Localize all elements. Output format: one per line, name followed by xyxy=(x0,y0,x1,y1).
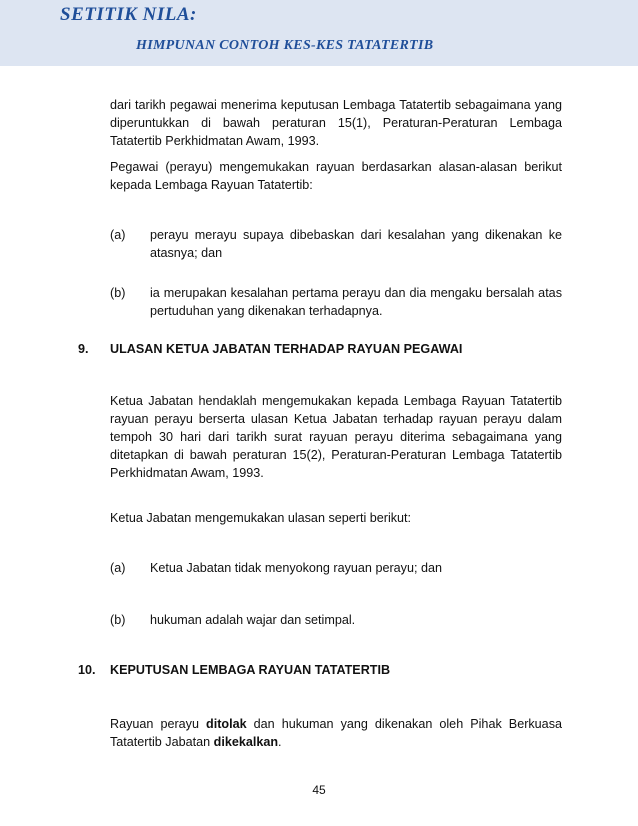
list-item xyxy=(110,559,562,577)
paragraph-3: Ketua Jabatan hendaklah mengemukakan kepada Lembaga Rayuan Tatatertib rayuan perayu berserta ulasan Ketua Jabatan terhadap rayuan perayu dalam tempoh 30 hari dari tarikh surat rayuan perayu diterima sebagaimana yang ditetapkan di bawah peraturan 15(2), Peraturan-Peraturan Lembaga Tatatertib Perkhidmatan Awam, 1993. xyxy=(110,394,562,480)
paragraph-5-bold2: dikekalkan xyxy=(213,735,279,749)
list-item-text: perayu merayu supaya dibebaskan dari kesalahan yang dikenakan ke atasnya; dan xyxy=(150,228,562,260)
list-item-label: (a) xyxy=(110,228,126,242)
paragraph-1: dari tarikh pegawai menerima keputusan Lembaga Tatatertib sebagaimana yang diperuntukkan di bawah peraturan 15(1), Peraturan-Peraturan Lembaga Tatatertib Perkhidmatan Awam, 1993. xyxy=(110,98,562,148)
list-item xyxy=(110,611,562,629)
page-number: 45 xyxy=(312,783,326,797)
list-item-text: hukuman adalah wajar dan setimpal. xyxy=(150,613,356,627)
list-item-label: (b) xyxy=(110,286,126,300)
list-item xyxy=(110,226,562,262)
paragraph-2: Pegawai (perayu) mengemukakan rayuan berdasarkan alasan-alasan berikut kepada Lembaga Rayuan Tatatertib: xyxy=(110,160,562,192)
list-item-text: ia merupakan kesalahan pertama perayu dan dia mengaku bersalah atas pertuduhan yang dikenakan terhadapnya. xyxy=(150,286,562,318)
paragraph-4: Ketua Jabatan mengemukakan ulasan seperti berikut: xyxy=(110,511,412,525)
paragraph-5-part2: dan hukuman yang dikenakan oleh Pihak Berkuasa Tatatertib Jabatan xyxy=(110,717,562,749)
paragraph-5 xyxy=(110,715,562,751)
paragraph-5-part1: Rayuan perayu xyxy=(110,717,207,731)
list-item-label: (a) xyxy=(110,561,126,575)
header-banner xyxy=(0,0,638,66)
paragraph-5-bold1: ditolak xyxy=(206,717,247,731)
header-subtitle: HIMPUNAN CONTOH KES-KES TATATERTIB xyxy=(136,38,434,53)
paragraph-5-part3: . xyxy=(278,735,282,749)
list-item-label: (b) xyxy=(110,613,126,627)
section-title: ULASAN KETUA JABATAN TERHADAP RAYUAN PEGAWAI xyxy=(110,342,463,356)
section-title: KEPUTUSAN LEMBAGA RAYUAN TATATERTIB xyxy=(110,663,391,677)
list-item-text: Ketua Jabatan tidak menyokong rayuan perayu; dan xyxy=(150,561,442,575)
list-item xyxy=(110,284,562,320)
header-title: SETITIK NILA: xyxy=(60,4,197,25)
section-number: 10. xyxy=(78,663,96,677)
section-number: 9. xyxy=(78,342,89,356)
